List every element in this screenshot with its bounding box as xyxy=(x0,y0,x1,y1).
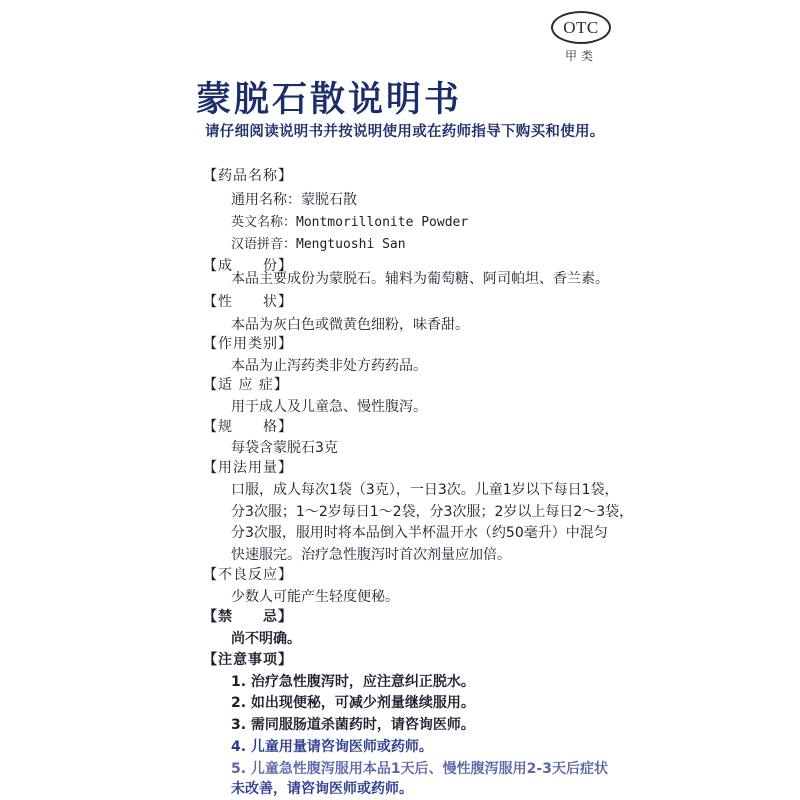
precaution-item-3: 3. 需同服肠道杀菌药时，请咨询医师。 xyxy=(231,717,475,733)
appearance-text: 本品为灰白色或微黄色细粉，味香甜。 xyxy=(231,317,469,333)
section-heading-specification: 【规 格】 xyxy=(203,419,293,435)
section-heading-indications: 【适 应 症】 xyxy=(203,377,289,393)
section-heading-category: 【作用类别】 xyxy=(203,336,293,352)
dosage-line-4: 快速服完。治疗急性腹泻时首次剂量应加倍。 xyxy=(231,547,511,563)
page-title: 蒙脱石散说明书 xyxy=(196,80,463,120)
precaution-item-5-continued: 未改善，请咨询医师或药师。 xyxy=(231,781,413,797)
dosage-line-2: 分3次服；1～2岁每日1～2袋，分3次服；2岁以上每日2～3袋， xyxy=(231,504,634,520)
precaution-item-2: 2. 如出现便秘，可减少剂量继续服用。 xyxy=(231,695,475,711)
section-heading-precautions: 【注意事项】 xyxy=(203,652,293,668)
precaution-item-4: 4. 儿童用量请咨询医师或药师。 xyxy=(231,739,433,755)
precaution-item-5: 5. 儿童急性腹泻服用本品1天后、慢性腹泻服用2-3天后症状 xyxy=(231,761,608,777)
pinyin-name: 汉语拼音：Mengtuoshi San xyxy=(231,237,406,252)
section-heading-appearance: 【性 状】 xyxy=(203,294,293,310)
usage-notice: 请仔细阅读说明书并按说明使用或在药师指导下购买和使用。 xyxy=(205,124,605,140)
section-heading-contraindications: 【禁 忌】 xyxy=(203,609,293,625)
section-heading-drug-name: 【药品名称】 xyxy=(203,168,293,184)
category-text: 本品为止泻药类非处方药药品。 xyxy=(231,358,427,374)
generic-name: 通用名称：蒙脱石散 xyxy=(231,192,357,208)
otc-class-label: 甲类 xyxy=(564,49,597,63)
indications-text: 用于成人及儿童急、慢性腹泻。 xyxy=(231,399,427,415)
dosage-line-3: 分3次服，服用时将本品倒入半杯温开水（约50毫升）中混匀 xyxy=(231,525,608,541)
otc-badge: OTC xyxy=(551,11,611,44)
section-heading-dosage: 【用法用量】 xyxy=(203,460,293,476)
ingredients-text: 本品主要成份为蒙脱石。辅料为葡萄糖、阿司帕坦、香兰素。 xyxy=(231,271,609,287)
section-heading-ingredients: 【成 份】 xyxy=(203,258,293,274)
english-name: 英文名称：Montmorillonite Powder xyxy=(231,215,469,230)
dosage-line-1: 口服，成人每次1袋（3克），一日3次。儿童1岁以下每日1袋， xyxy=(231,482,619,498)
specification-text: 每袋含蒙脱石3克 xyxy=(231,440,338,456)
precaution-item-1: 1. 治疗急性腹泻时，应注意纠正脱水。 xyxy=(231,674,475,690)
contraindications-text: 尚不明确。 xyxy=(231,631,301,647)
section-heading-adverse-reactions: 【不良反应】 xyxy=(203,567,293,583)
adverse-reactions-text: 少数人可能产生轻度便秘。 xyxy=(231,589,399,605)
